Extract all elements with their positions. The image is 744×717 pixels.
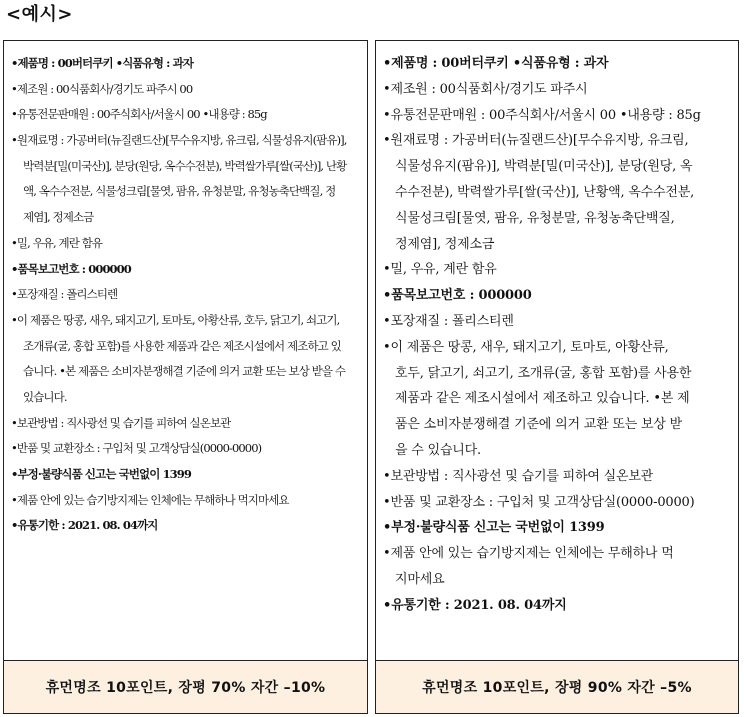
product-name-line: •제품명 : 00버터쿠키 •식품유형 : 과자 [383,56,609,71]
desiccant-warning-line: •제품 안에 있는 습기방지제는 인체에는 무해하나 먹지마세요 [11,492,289,507]
notice-line: 있습니다. [23,389,67,404]
manufacturer-line: •제조원 : 00식품회사/경기도 파주시 [383,81,588,97]
notice-line: 호두, 닭고기, 쇠고기, 조개류(굴, 홍합 포함)를 사용한 [395,365,692,381]
label-text-left [11,51,361,539]
packaging-line: •포장재질 : 폴리스티렌 [383,313,514,329]
notice-line: 을 수 있습니다. [395,442,481,458]
ingredients-line: 박력분[밀(미국산)], 분당(원당, 옥수수전분), 박력쌀가루[쌀(국산)], 난황 [23,158,347,173]
ingredients-line: •원재료명 : 가공버터(뉴질랜드산)[무수유지방, 유크림, 식물성유지(팜유)], [11,133,347,148]
report-hotline-line: •부정·불량식품 신고는 국번없이 1399 [383,520,605,536]
expiry-line: •유통기한 : 2021. 08. 04까지 [383,597,567,613]
font-spec-caption: 휴먼명조 10포인트, 장평 70% 자간 –10% [4,660,367,713]
product-name-line: •제품명 : 00버터쿠키 •식품유형 : 과자 [11,56,194,70]
example-heading: <예시> [6,4,73,25]
desiccant-warning-line: •제품 안에 있는 습기방지제는 인체에는 무해하나 먹 [383,546,674,562]
label-text-right [383,51,732,619]
manufacturer-line: •제조원 : 00식품회사/경기도 파주시 00 [11,81,193,96]
notice-line: 습니다. •본 제품은 소비자분쟁해결 기준에 의거 교환 또는 보상 받을 수 [23,364,346,379]
distributor-line: •유통전문판매원 : 00주식회사/서울시 00 •내용량 : 85g [383,107,701,123]
storage-line: •보관방법 : 직사광선 및 습기를 피하여 실온보관 [383,468,654,484]
ingredients-line: 수수전분), 박력쌀가루[쌀(국산)], 난황액, 옥수수전분, [395,184,695,200]
notice-line: 품은 소비자분쟁해결 기준에 의거 교환 또는 보상 받 [395,417,683,433]
ingredients-line: 정제염], 정제소금 [395,236,495,252]
packaging-line: •포장재질 : 폴리스티렌 [11,287,118,302]
ingredients-line: 액, 옥수수전분, 식물성크림[물엿, 팜유, 유청분말, 유청농축단백질, 정 [23,184,336,199]
ingredients-line: 식물성유지(팜유)], 박력분[밀(미국산)], 분당(원당, 옥 [395,159,693,175]
allergen-line: •밀, 우유, 계란 함유 [383,262,497,278]
font-spec-caption: 휴먼명조 10포인트, 장평 90% 자간 –5% [376,660,738,713]
label-sample-right [375,40,739,714]
return-place-line: •반품 및 교환장소 : 구입처 및 고객상담실(0000-0000) [11,441,262,456]
notice-line: •이 제품은 땅콩, 새우, 돼지고기, 토마토, 아황산류, 호두, 닭고기, 쇠고기, [11,312,340,327]
distributor-line: •유통전문판매원 : 00주식회사/서울시 00 •내용량 : 85g [11,107,267,122]
allergen-line: •밀, 우유, 계란 함유 [11,235,103,250]
expiry-line: •유통기한 : 2021. 08. 04까지 [11,518,158,533]
notice-line: 제품과 같은 제조시설에서 제조하고 있습니다. •본 제 [395,391,690,407]
report-number-line: •품목보고번호 : 000000 [11,261,131,276]
report-number-line: •품목보고번호 : 000000 [383,288,532,304]
report-hotline-line: •부정·불량식품 신고는 국번없이 1399 [11,467,191,481]
notice-line: 조개류(굴, 홍합 포함)를 사용한 제품과 같은 제조시설에서 제조하고 있 [23,338,341,353]
label-sample-left [3,40,368,714]
storage-line: •보관방법 : 직사광선 및 습기를 피하여 실온보관 [11,415,231,430]
ingredients-line: 제염], 정제소금 [23,210,94,225]
ingredients-line: 식물성크림[물엿, 팜유, 유청분말, 유청농축단백질, [395,210,675,226]
ingredients-line: •원재료명 : 가공버터(뉴질랜드산)[무수유지방, 유크림, [383,133,689,149]
desiccant-warning-line: 지마세요 [395,571,445,587]
notice-line: •이 제품은 땅콩, 새우, 돼지고기, 토마토, 아황산류, [383,339,669,355]
return-place-line: •반품 및 교환장소 : 구입처 및 고객상담실(0000-0000) [383,494,695,510]
